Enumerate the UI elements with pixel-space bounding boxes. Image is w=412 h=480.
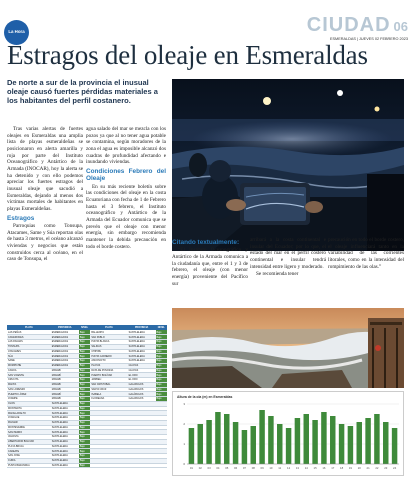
section-subhead-condiciones: Condiciones Febrero del Oleaje bbox=[86, 167, 166, 183]
table-cell: PUNTA CARNERO bbox=[90, 354, 127, 359]
chart-bar bbox=[259, 410, 264, 464]
table-cell: Bajo bbox=[79, 382, 90, 387]
table-cell: Bajo bbox=[156, 392, 167, 397]
table-cell: SANTA ELENA bbox=[128, 349, 156, 354]
table-cell: CADEATE bbox=[7, 449, 51, 454]
article-column-3 bbox=[172, 237, 248, 288]
table-cell: Bajo bbox=[79, 363, 90, 368]
table-cell: Bajo bbox=[79, 458, 90, 463]
table-cell: Bajo bbox=[156, 368, 167, 373]
chart-bar bbox=[215, 412, 220, 464]
section-name: CIUDAD bbox=[306, 14, 391, 36]
chart-bar bbox=[233, 422, 238, 464]
table-cell: SANTA ELENA bbox=[51, 430, 79, 435]
table-cell: Bajo bbox=[156, 354, 167, 359]
table-cell: SANTA ELENA bbox=[51, 435, 79, 440]
table-cell: SAN PABLO bbox=[90, 335, 127, 340]
newspaper-logo: La Hora bbox=[4, 20, 29, 45]
coastal-waves-photo-image bbox=[172, 308, 404, 388]
table-cell: CAMARONES bbox=[7, 335, 51, 340]
chart-x-tick-label: 10 bbox=[269, 466, 273, 470]
article-paragraph: precaución en todo el borde costero, el oleaje influenciará tanto en la variabilidad de las corrientes litorales, como en la intensidad del rompimiento de las olas.” bbox=[328, 237, 404, 270]
table-cell: ESMERALDAS bbox=[51, 335, 79, 340]
table-row bbox=[7, 463, 167, 468]
table-cell: SANTA ELENA bbox=[128, 344, 156, 349]
table-cell: ESMERALDAS bbox=[51, 344, 79, 349]
chart-bar bbox=[392, 428, 397, 464]
table-cell bbox=[90, 463, 127, 468]
table-cell: MANABÍ bbox=[51, 368, 79, 373]
table-cell: SANTA ELENA bbox=[128, 340, 156, 345]
table-cell: MONTAÑITA bbox=[7, 406, 51, 411]
article-column-1 bbox=[7, 126, 83, 264]
table-cell: PUNTA BLANCA bbox=[90, 340, 127, 345]
table-header-cell: NIVEL bbox=[156, 325, 167, 330]
table-cell: Bajo bbox=[79, 359, 90, 364]
beach-alert-table-grid bbox=[7, 325, 167, 468]
table-cell: GALÁPAGOS bbox=[128, 382, 156, 387]
chart-x-tick-label: 13 bbox=[295, 466, 299, 470]
table-cell: Bajo bbox=[79, 463, 90, 468]
night-waves-photo-image bbox=[172, 79, 404, 251]
table-cell: SANTA ELENA bbox=[51, 449, 79, 454]
table-cell: Bajo bbox=[79, 344, 90, 349]
chart-x-tick-label: 05 bbox=[225, 466, 229, 470]
table-cell: CURÍA bbox=[7, 458, 51, 463]
table-cell: ANCONCITO bbox=[90, 359, 127, 364]
table-cell: PLAYA BRUJA bbox=[7, 444, 51, 449]
table-cell: Bajo bbox=[79, 411, 90, 416]
coastal-waves-photo bbox=[172, 308, 404, 388]
section-subhead-estragos: Estragos bbox=[7, 214, 35, 222]
table-cell: Bajo bbox=[156, 349, 167, 354]
table-cell: PUNTA BARANDÚA bbox=[7, 463, 51, 468]
chart-bar bbox=[286, 428, 291, 464]
table-cell: Bajo bbox=[156, 359, 167, 364]
table-cell: Bajo bbox=[79, 439, 90, 444]
chart-x-tick-label: 03 bbox=[207, 466, 211, 470]
table-cell: Bajo bbox=[156, 340, 167, 345]
chart-bar bbox=[304, 414, 309, 464]
table-cell: MANABÍ bbox=[51, 373, 79, 378]
table-cell: ISABELA bbox=[90, 392, 127, 397]
table-cell: SALINAS bbox=[90, 344, 127, 349]
table-cell: Bajo bbox=[79, 378, 90, 383]
table-cell: MOMPICHE bbox=[7, 363, 51, 368]
table-cell: SAN LORENZO bbox=[7, 387, 51, 392]
table-cell: Bajo bbox=[79, 435, 90, 440]
chart-title: Altura de la ola (m) en Esmeraldas bbox=[177, 395, 233, 399]
chart-bar bbox=[357, 422, 362, 464]
article-column-2 bbox=[86, 126, 166, 251]
table-cell: Bajo bbox=[156, 363, 167, 368]
table-cell: ESMERALDAS bbox=[51, 359, 79, 364]
chart-bar bbox=[383, 422, 388, 464]
table-cell: SANTA ELENA bbox=[51, 411, 79, 416]
table-cell: ESMERALDAS bbox=[51, 354, 79, 359]
table-cell: ESMERALDAS bbox=[51, 340, 79, 345]
wave-height-chart bbox=[172, 391, 404, 476]
table-cell: SANTA ELENA bbox=[128, 335, 156, 340]
table-cell: SANTA ELENA bbox=[51, 458, 79, 463]
table-cell: LIBERTADOR BOLÍVAR bbox=[7, 439, 51, 444]
table-cell: Bajo bbox=[79, 420, 90, 425]
table-cell: Bajo bbox=[79, 454, 90, 459]
chart-y-tick-label: 1 bbox=[183, 442, 185, 446]
chart-x-tick-label: 21 bbox=[366, 466, 370, 470]
table-cell: MONTEVERDE bbox=[7, 425, 51, 430]
chart-bar bbox=[339, 424, 344, 464]
table-cell: Bajo bbox=[79, 444, 90, 449]
table-cell: ATACAMES bbox=[7, 349, 51, 354]
table-cell: Bajo bbox=[156, 387, 167, 392]
chart-bar bbox=[242, 430, 247, 464]
chart-x-tick-label: 12 bbox=[287, 466, 291, 470]
table-cell: Bajo bbox=[156, 344, 167, 349]
table-cell: SANTA ELENA bbox=[128, 359, 156, 364]
article-paragraph: Tras varias alertas de fuertes oleajes en Esmeraldas una amplia lista de playas esmeraldeñas se posicionaron en alerta amarilla y roja por parte del Instituto Oceanográfico y Antártico de la Armada (INOCAR), hoy la alerta se ha detenido y con ello podemos apreciar los fuertes estragos del inusual oleaje que sacudió a Esmeraldas, dejando al menos dos víctimas mortales de habitantes en playas Esmeraldeñas. bbox=[7, 126, 83, 212]
table-cell: ESMERALDAS bbox=[51, 363, 79, 368]
table-cell: ESMERALDAS bbox=[51, 349, 79, 354]
table-cell: SANTA CRUZ bbox=[90, 387, 127, 392]
chart-y-tick-label: 2 bbox=[183, 422, 185, 426]
chart-y-tick-label: 3 bbox=[183, 402, 185, 406]
chart-bar bbox=[374, 414, 379, 464]
chart-x-tick-label: 14 bbox=[304, 466, 308, 470]
table-cell: LAS PALMAS bbox=[7, 340, 51, 345]
table-cell: PALMAR bbox=[7, 420, 51, 425]
table-cell: BALLENITA bbox=[90, 330, 127, 335]
table-cell: CHIPIPE bbox=[90, 349, 127, 354]
table-header-cell: PROVINCIA bbox=[128, 325, 156, 330]
table-cell: GALÁPAGOS bbox=[128, 387, 156, 392]
table-cell: SANTA ELENA bbox=[51, 425, 79, 430]
article-paragraph: En su más reciente boletín sobre las condiciones del oleaje en la costa Ecuatoriana con fecha de 1 de Febrero hasta el 3 febrero, el Instituto oceanográfico y Antártico de la Armada del Ecuador comunica que se prevén que el oleaje con menor energía, sin embargo recomienda mantener la debida precaución en todo el borde costero. bbox=[86, 183, 166, 250]
night-waves-photo bbox=[172, 79, 404, 251]
chart-bar bbox=[277, 424, 282, 464]
chart-y-tick-label: 0 bbox=[183, 462, 185, 466]
chart-x-tick-label: 19 bbox=[348, 466, 352, 470]
section-subhead-citando: Citando textualmente: bbox=[172, 239, 240, 246]
table-cell: SANTA ELENA bbox=[51, 454, 79, 459]
table-header-cell: PROVINCIA bbox=[51, 325, 79, 330]
table-cell: Bajo bbox=[79, 397, 90, 402]
article-column-5 bbox=[328, 237, 404, 271]
article-column-4 bbox=[250, 237, 326, 279]
table-cell: VALDIVIA bbox=[7, 435, 51, 440]
chart-x-tick-label: 07 bbox=[242, 466, 246, 470]
table-cell: GALÁPAGOS bbox=[128, 397, 156, 402]
table-cell: Bajo bbox=[156, 373, 167, 378]
table-cell: Bajo bbox=[79, 340, 90, 345]
headline: Estragos del oleaje en Esmeraldas bbox=[7, 40, 368, 70]
table-cell: Bajo bbox=[79, 401, 90, 406]
table-cell: Bajo bbox=[79, 392, 90, 397]
chart-bar bbox=[206, 420, 211, 464]
table-cell: DATA DE POSORJA bbox=[90, 368, 127, 373]
table-cell: SAN PEDRO bbox=[7, 430, 51, 435]
subheadline: De norte a sur de la provincia el inusual oleaje causó fuertes pérdidas materiales a los habitantes del perfil costanero. bbox=[7, 78, 158, 106]
table-cell: SAN JOSÉ bbox=[7, 454, 51, 459]
table-cell: Bajo bbox=[79, 406, 90, 411]
chart-bar bbox=[330, 416, 335, 464]
chart-x-tick-label: 18 bbox=[340, 466, 344, 470]
table-cell: GALÁPAGOS bbox=[128, 392, 156, 397]
chart-bar bbox=[198, 424, 203, 464]
table-cell: SANTA ELENA bbox=[51, 444, 79, 449]
chart-x-tick-label: 22 bbox=[375, 466, 379, 470]
table-cell: SANTA ELENA bbox=[51, 420, 79, 425]
table-cell: EL ORO bbox=[128, 378, 156, 383]
table-cell: AYANGUE bbox=[7, 416, 51, 421]
table-cell: Bajo bbox=[79, 373, 90, 378]
chart-x-tick-label: 04 bbox=[216, 466, 220, 470]
article-paragraph: agua salado del mar se mezcla con los pozos ya que al no tener agua potable se contamina, según moradores de la zona el agua es imposible alcanzó dos cuadras de profundidad afectando e inundando viviendas. bbox=[86, 126, 166, 166]
chart-x-tick-label: 16 bbox=[322, 466, 326, 470]
chart-bar bbox=[312, 420, 317, 464]
chart-x-tick-label: 09 bbox=[260, 466, 264, 470]
table-cell: SAN CRISTÓBAL bbox=[90, 382, 127, 387]
page-number: 06 bbox=[393, 19, 408, 34]
table-cell: SANTA ELENA bbox=[51, 439, 79, 444]
table-cell: Bajo bbox=[79, 425, 90, 430]
table-cell: MANABÍ bbox=[51, 397, 79, 402]
table-cell: Bajo bbox=[156, 330, 167, 335]
chart-bar bbox=[321, 412, 326, 464]
table-cell: GUAYAS bbox=[128, 363, 156, 368]
table-cell: Bajo bbox=[79, 368, 90, 373]
chart-x-tick-label: 24 bbox=[393, 466, 397, 470]
chart-bar bbox=[251, 426, 256, 464]
table-cell: SANTA ELENA bbox=[51, 416, 79, 421]
table-cell: Bajo bbox=[79, 416, 90, 421]
table-cell: MANABÍ bbox=[51, 378, 79, 383]
chart-bar bbox=[295, 418, 300, 464]
table-cell: AYAMPE bbox=[7, 397, 51, 402]
table-cell: LAS PEÑAS bbox=[7, 330, 51, 335]
chart-bar bbox=[348, 426, 353, 464]
table-cell: PUERTO LÓPEZ bbox=[7, 392, 51, 397]
article-paragraph: arribará a la costa continental e insular del Ecuador; por lo que, el estado del mar en el perfil costero continental e insular tendrá intensidad entre ligero y moderado. bbox=[250, 237, 326, 270]
table-cell: MANABÍ bbox=[51, 392, 79, 397]
section-header bbox=[307, 15, 408, 41]
table-cell: Bajo bbox=[156, 335, 167, 340]
table-cell: Bajo bbox=[156, 397, 167, 402]
table-cell: Bajo bbox=[156, 378, 167, 383]
beach-alert-table bbox=[7, 325, 167, 473]
table-cell: MANABÍ bbox=[51, 387, 79, 392]
table-cell bbox=[156, 463, 167, 468]
table-cell: Bajo bbox=[79, 449, 90, 454]
table-cell: MANGLARALTO bbox=[7, 411, 51, 416]
table-cell: FLOREANA bbox=[90, 397, 127, 402]
article-paragraph: Parroquias como Tonsupa, Atacames, Same y Súa reportan olas de hasta 3 metros, el océano alcanzó viviendas y negocios que están construidos cerca al océano, en el caso de Tonsupa, el bbox=[7, 222, 83, 263]
wave-height-chart-plot bbox=[173, 392, 405, 477]
table-cell: ESMERALDAS bbox=[51, 330, 79, 335]
chart-x-tick-label: 17 bbox=[331, 466, 335, 470]
table-cell: CRUCITA bbox=[7, 378, 51, 383]
table-cell: Bajo bbox=[79, 387, 90, 392]
chart-bar bbox=[189, 428, 194, 464]
table-cell: Bajo bbox=[79, 349, 90, 354]
table-cell: SANTA ELENA bbox=[51, 406, 79, 411]
table-header-cell: PLAYA bbox=[90, 325, 127, 330]
chart-x-tick-label: 11 bbox=[278, 466, 282, 470]
chart-x-tick-label: 15 bbox=[313, 466, 317, 470]
chart-bar bbox=[224, 414, 229, 464]
dateline: ESMERALDAS | JUEVES 02 FEBRERO 2023 bbox=[329, 37, 408, 41]
table-cell bbox=[128, 463, 156, 468]
chart-x-tick-label: 20 bbox=[357, 466, 361, 470]
table-cell: CANOA bbox=[7, 368, 51, 373]
table-cell: EL ORO bbox=[128, 373, 156, 378]
chart-x-tick-label: 06 bbox=[234, 466, 238, 470]
chart-x-tick-label: 08 bbox=[251, 466, 255, 470]
table-cell: OLÓN bbox=[7, 401, 51, 406]
article-paragraph: “El Instituto Oceanográfico y Antártico de la Armada comunica a la ciudadanía que, entre el 1 y 3 de febrero, el oleaje (con menor energía) proveniente del Pacífico sur bbox=[172, 247, 248, 287]
table-cell: TONSUPA bbox=[7, 344, 51, 349]
chart-x-tick-label: 01 bbox=[189, 466, 193, 470]
table-cell: JAMBELÍ bbox=[90, 378, 127, 383]
chart-x-tick-label: 23 bbox=[384, 466, 388, 470]
table-header-cell: NIVEL bbox=[79, 325, 90, 330]
table-cell: SANTA ELENA bbox=[128, 354, 156, 359]
chart-bar bbox=[365, 418, 370, 464]
article-paragraph: Se recomienda tener bbox=[256, 271, 299, 278]
table-cell: SANTA ELENA bbox=[51, 463, 79, 468]
table-cell: SANTA ELENA bbox=[128, 330, 156, 335]
table-cell: Bajo bbox=[156, 382, 167, 387]
table-cell: Bajo bbox=[79, 354, 90, 359]
table-cell: PLAYAS bbox=[90, 363, 127, 368]
table-cell: Bajo bbox=[79, 330, 90, 335]
table-cell: SANTA ELENA bbox=[51, 401, 79, 406]
table-cell: PUERTO BOLÍVAR bbox=[90, 373, 127, 378]
table-cell: MANABÍ bbox=[51, 382, 79, 387]
table-cell: Bajo bbox=[79, 430, 90, 435]
table-cell: SÚA bbox=[7, 354, 51, 359]
table-cell: SAN VICENTE bbox=[7, 373, 51, 378]
table-cell: GUAYAS bbox=[128, 368, 156, 373]
table-cell: Bajo bbox=[79, 335, 90, 340]
chart-x-tick-label: 02 bbox=[198, 466, 202, 470]
chart-bar bbox=[268, 416, 273, 464]
table-cell: SAME bbox=[7, 359, 51, 364]
table-header-cell: PLAYA bbox=[7, 325, 51, 330]
table-cell: MANTA bbox=[7, 382, 51, 387]
